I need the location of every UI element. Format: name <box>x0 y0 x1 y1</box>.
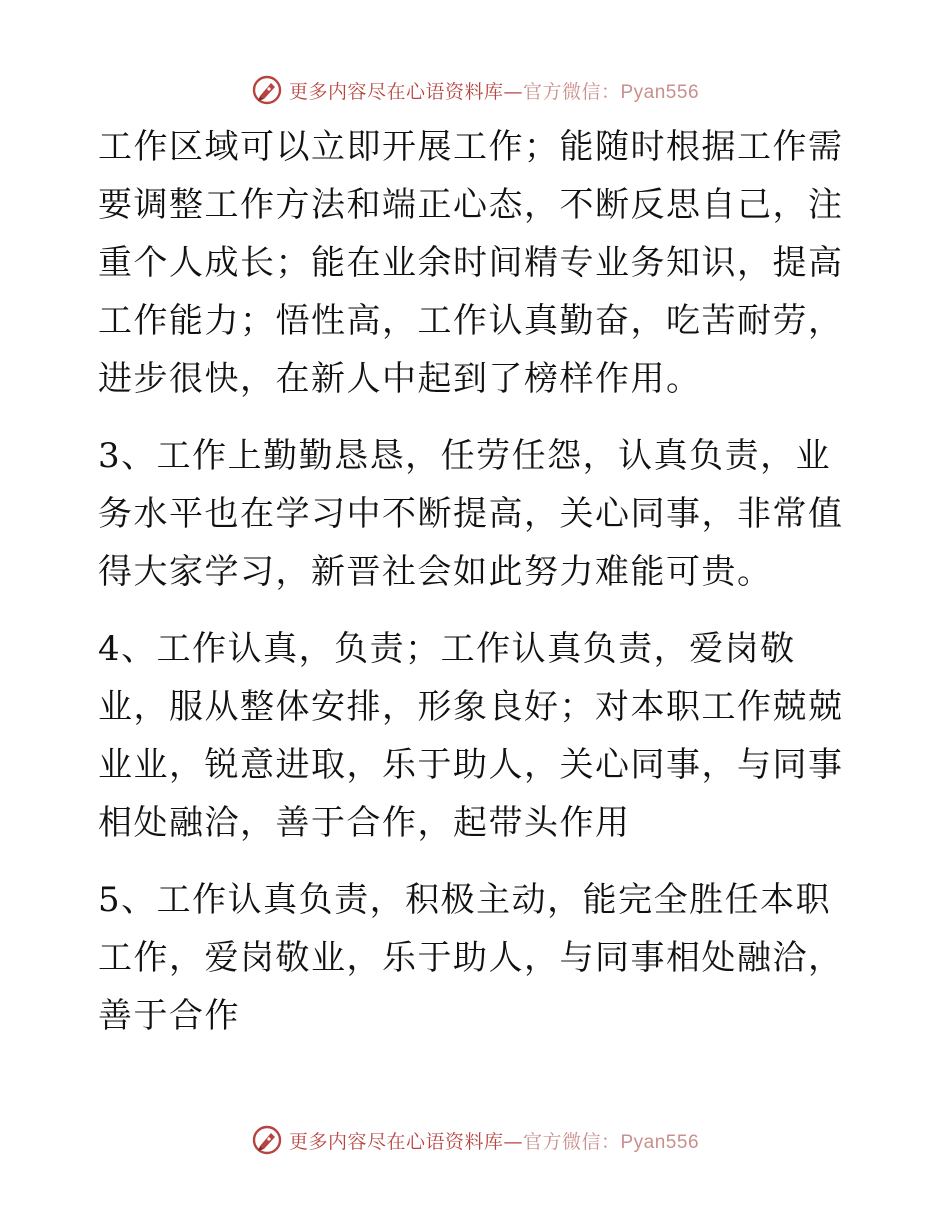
paragraph-4: 5、工作认真负责，积极主动，能完全胜任本职工作，爱岗敬业，乐于助人，与同事相处融洽，善于合作 <box>98 880 844 1036</box>
banner-wechat-id: Pyan556 <box>620 1131 700 1153</box>
banner-wechat-label: 官方微信： <box>522 1130 621 1153</box>
banner-text <box>289 1127 699 1154</box>
banner-wechat-id: Pyan556 <box>620 81 700 103</box>
banner-dash: — <box>503 1130 523 1153</box>
header-banner <box>0 70 950 110</box>
paragraph-1: 工作区域可以立即开展工作；能随时根据工作需要调整工作方法和端正心态，不断反思自己，注重个人成长；能在业余时间精专业务知识，提高工作能力；悟性高，工作认真勤奋，吃苦耐劳，进步很快，在新人中起到了榜样作用。 <box>98 127 844 399</box>
banner-main-text: 更多内容尽在心语资料库 <box>288 1130 504 1153</box>
paragraph-3: 4、工作认真，负责；工作认真负责，爱岗敬业，服从整体安排，形象良好；对本职工作兢兢业业，锐意进取，乐于助人，关心同事，与同事相处融洽，善于合作，起带头作用 <box>98 629 844 843</box>
paragraph-2: 3、工作上勤勤恳恳，任劳任怨，认真负责，业务水平也在学习中不断提高，关心同事，非常值得大家学习，新晋社会如此努力难能可贵。 <box>98 436 844 592</box>
pen-nib-logo-icon <box>251 1124 283 1156</box>
banner-dash: — <box>503 80 523 103</box>
banner-main-text: 更多内容尽在心语资料库 <box>288 80 504 103</box>
footer-banner <box>0 1120 950 1160</box>
banner-wechat-label: 官方微信： <box>522 80 621 103</box>
pen-nib-logo-icon <box>251 74 283 106</box>
document-body <box>98 118 850 1064</box>
banner-text <box>289 77 699 104</box>
